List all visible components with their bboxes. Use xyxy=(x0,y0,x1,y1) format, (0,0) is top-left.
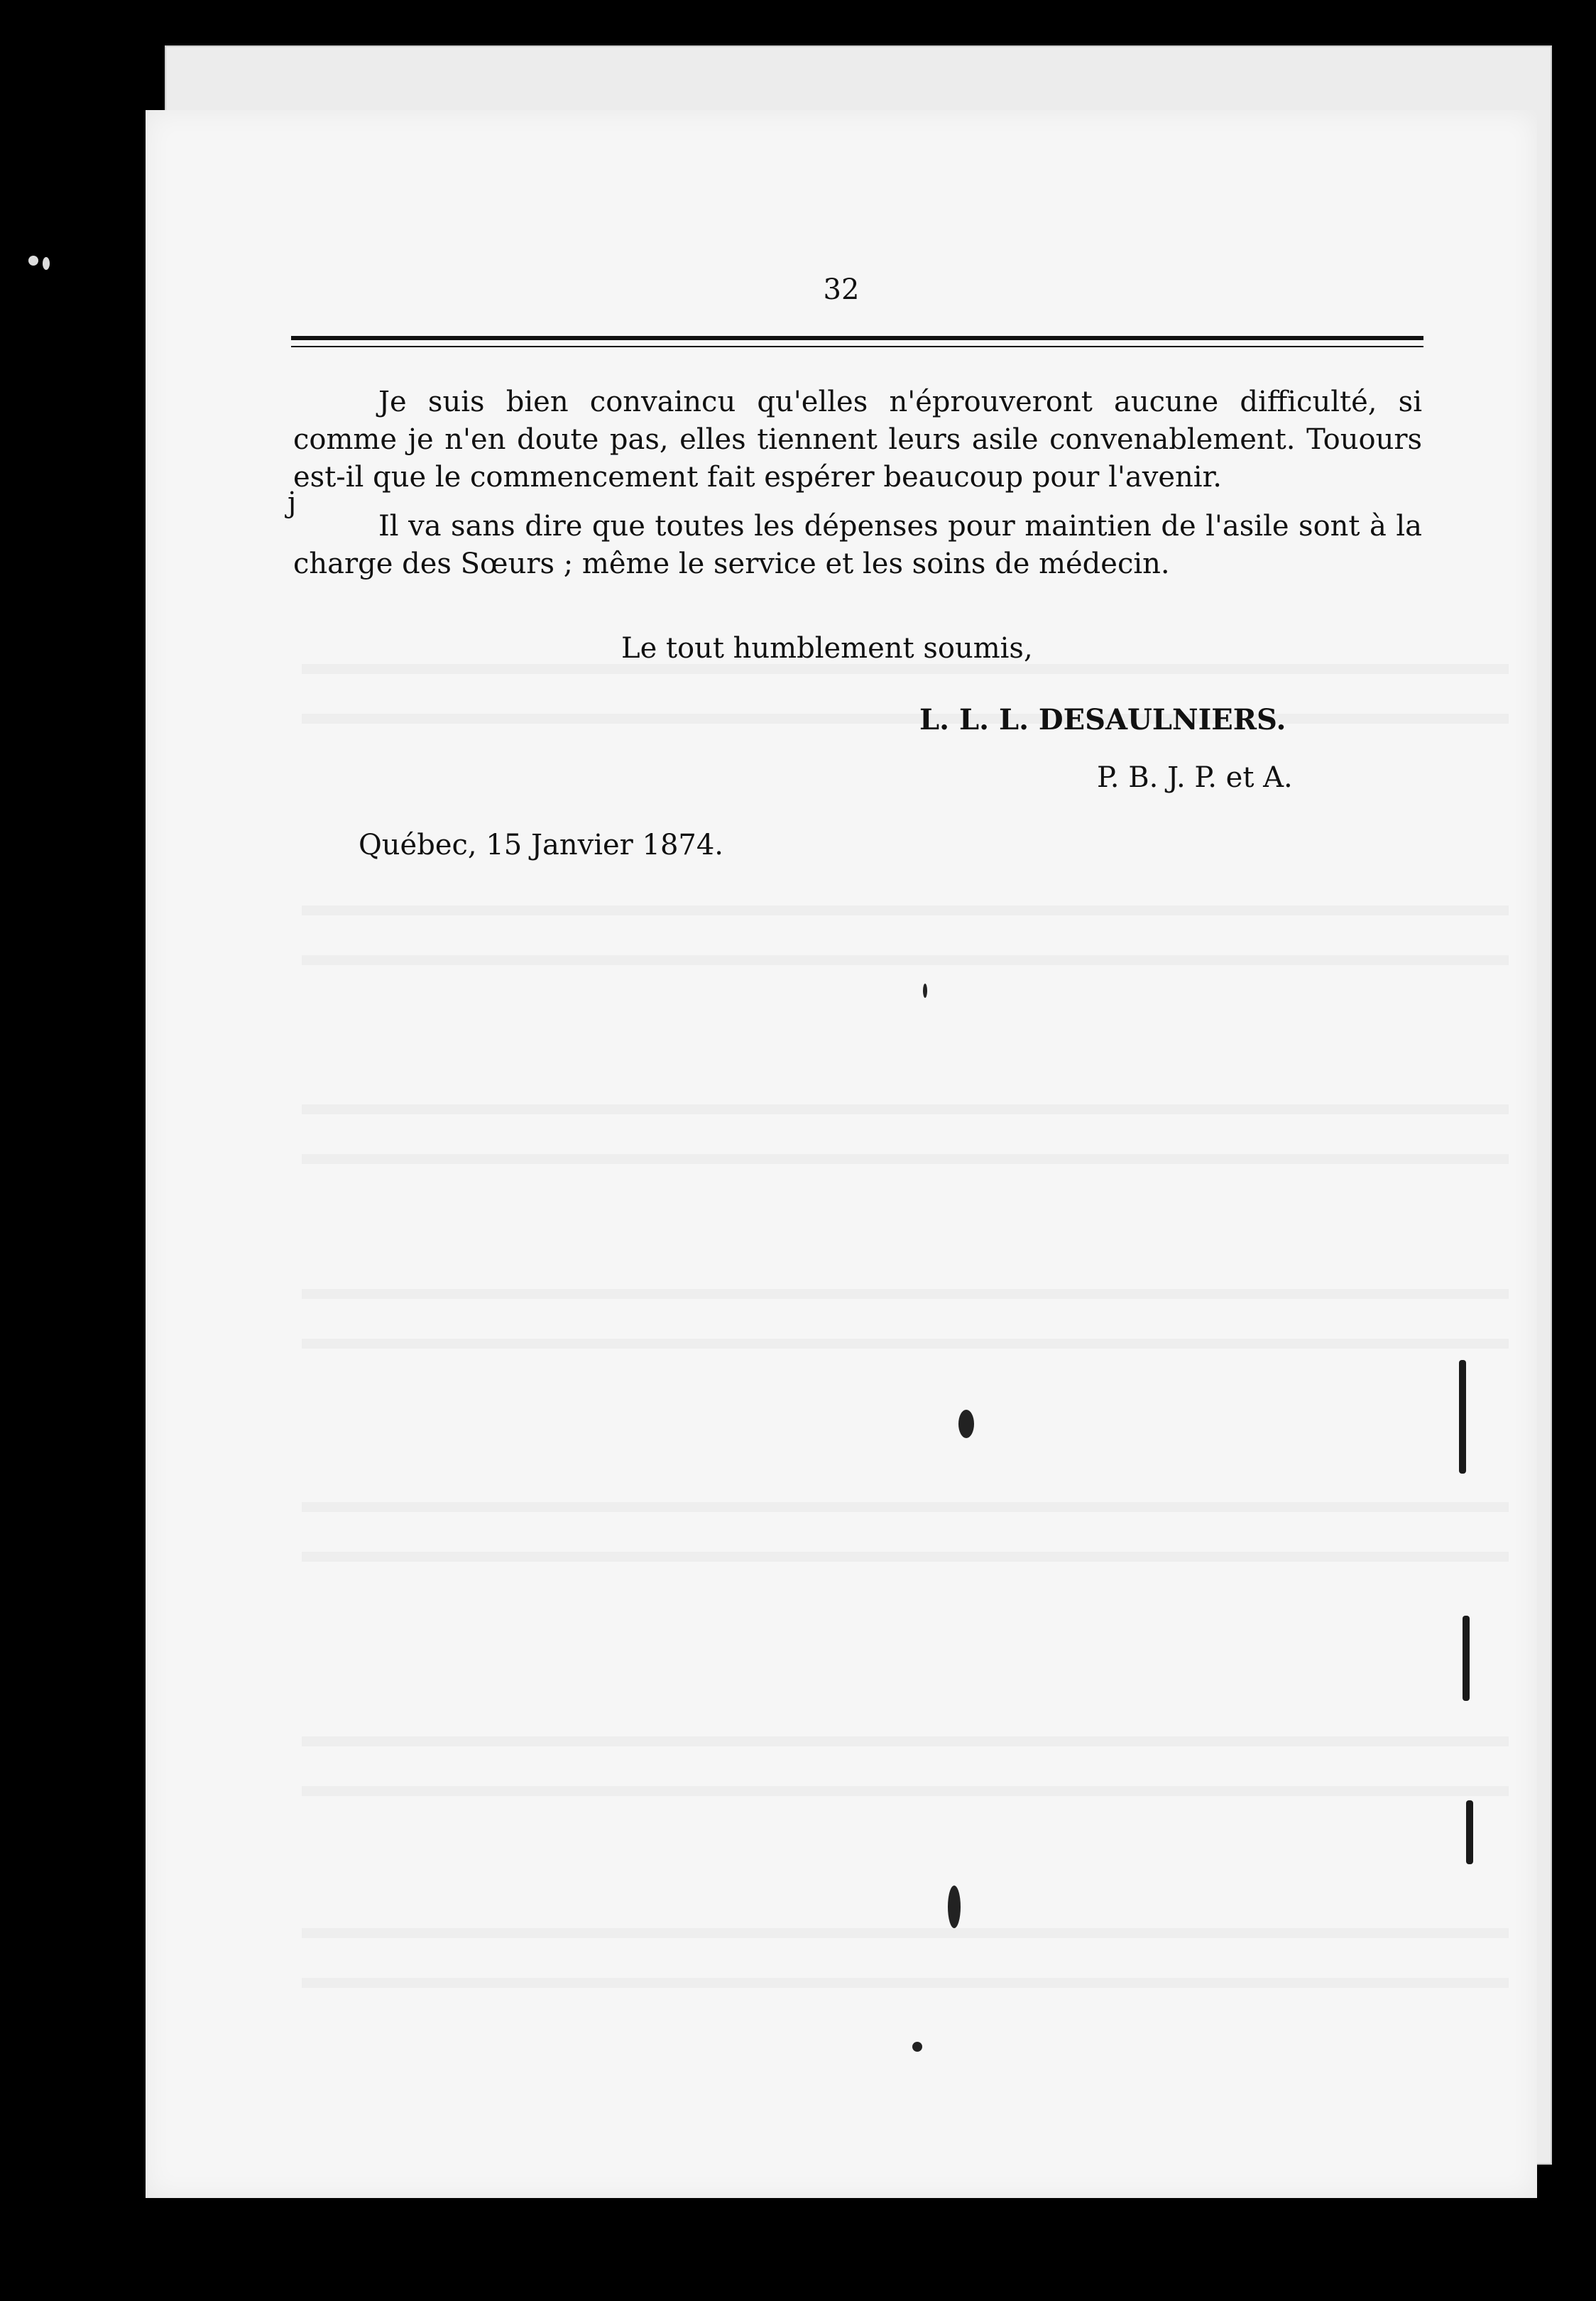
bleed-through xyxy=(302,1928,1509,1938)
paragraph-text: Je suis bien convaincu qu'elles n'éprouveront aucune difficulté, si comme je n'en doute pas, elles tiennent leurs asile convenablement. Touours est-il que le commencement fait espérer beaucoup pour l'avenir. xyxy=(293,386,1422,494)
bleed-through xyxy=(302,1978,1509,1988)
header-rule-thick xyxy=(291,336,1423,340)
signature: L. L. L. DESAULNIERS. xyxy=(919,703,1286,736)
margin-speck xyxy=(43,257,50,270)
bleed-through xyxy=(302,955,1509,965)
ink-speck xyxy=(912,2042,922,2052)
paragraph-2 xyxy=(293,508,1422,583)
closing-line: Le tout humblement soumis, xyxy=(621,632,1033,665)
bleed-through xyxy=(302,1786,1509,1796)
bleed-through xyxy=(302,905,1509,915)
bleed-through xyxy=(302,1289,1509,1299)
bleed-through xyxy=(302,1552,1509,1562)
signature-title: P. B. J. P. et A. xyxy=(1097,761,1293,794)
bleed-through xyxy=(302,714,1509,724)
bleed-through xyxy=(302,1104,1509,1114)
header-rule-thin xyxy=(291,346,1423,347)
date-line: Québec, 15 Janvier 1874. xyxy=(359,829,724,861)
edge-mark xyxy=(1466,1800,1473,1864)
margin-speck xyxy=(28,256,38,266)
page-number: 32 xyxy=(823,273,860,306)
edge-mark xyxy=(1459,1360,1466,1474)
ink-speck xyxy=(923,984,927,998)
paragraph-text: Il va sans dire que toutes les dépenses pour maintien de l'asile sont à la charge des Sœurs ; même le service et les soins de médecin. xyxy=(293,510,1422,580)
stray-mark: j xyxy=(288,486,297,519)
bleed-through xyxy=(302,1502,1509,1512)
bleed-through xyxy=(302,1736,1509,1746)
ink-blemish xyxy=(958,1410,974,1438)
paragraph-1 xyxy=(293,384,1422,496)
bleed-through xyxy=(302,664,1509,674)
document-page xyxy=(146,110,1537,2198)
bleed-through xyxy=(302,1339,1509,1349)
bleed-through xyxy=(302,1154,1509,1164)
ink-blemish xyxy=(948,1886,961,1928)
edge-mark xyxy=(1463,1616,1470,1701)
